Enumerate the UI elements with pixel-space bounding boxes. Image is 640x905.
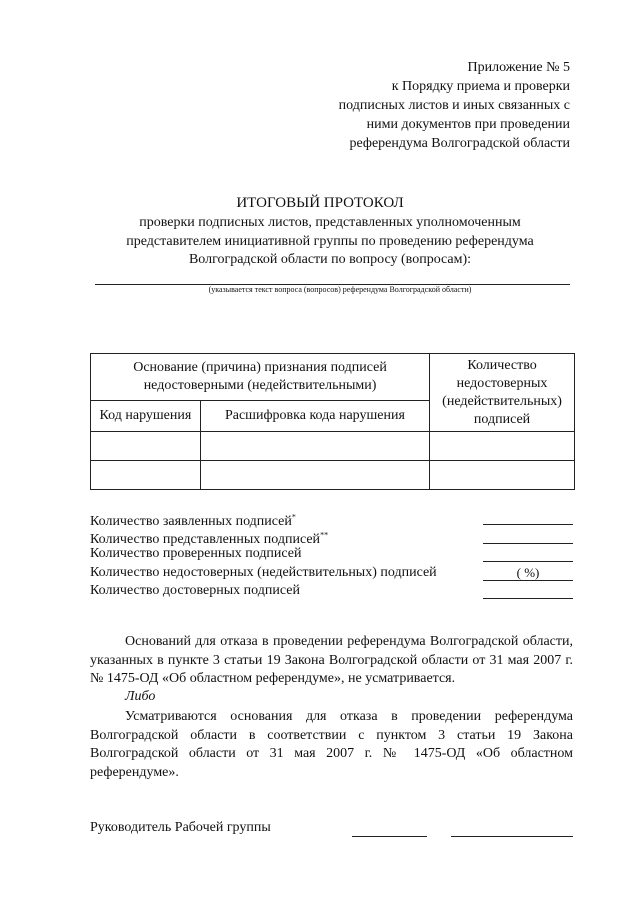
appendix-note [270, 58, 570, 153]
table-cell[interactable] [200, 461, 429, 490]
appendix-line: к Порядку приема и проверки [391, 79, 570, 94]
count-row-submitted [90, 527, 575, 546]
count-label: Количество недостоверных (недействительных) подписей [90, 564, 437, 580]
footnote-mark: * [291, 512, 296, 521]
name-line[interactable] [451, 836, 573, 837]
violations-table [90, 353, 575, 490]
signature-line[interactable] [352, 836, 427, 837]
table-cell[interactable] [200, 432, 429, 461]
count-row-checked [90, 545, 575, 564]
count-label: Количество представленных подписей** [90, 530, 329, 548]
signature-label: Руководитель Рабочей группы [90, 820, 271, 835]
reason-group-header: Основание (причина) признания подписей недостоверными (недействительными) [91, 354, 430, 401]
count-row-invalid [90, 564, 575, 583]
table-row [91, 432, 575, 461]
count-label: Количество проверенных подписей [90, 546, 302, 561]
appendix-line: Приложение № 5 [467, 60, 570, 75]
table-cell[interactable] [91, 461, 201, 490]
alternative-word: Либо [125, 689, 156, 704]
invalid-count-header: Количество недостоверных (недействительных) подписей [430, 354, 575, 432]
document-title: ИТОГОВЫЙ ПРОТОКОЛ [236, 195, 404, 211]
count-label: Количество заявленных подписей* [90, 512, 296, 529]
signature-counts [90, 508, 575, 601]
footnote-mark: ** [320, 530, 329, 540]
table-cell[interactable] [91, 432, 201, 461]
appendix-line: ними документов при проведении [366, 117, 570, 132]
violation-decode-header: Расшифровка кода нарушения [200, 401, 429, 432]
appendix-line: подписных листов и иных связанных с [338, 98, 570, 113]
violation-code-header: Код нарушения [91, 401, 201, 432]
no-grounds-paragraph: Оснований для отказа в проведении референдума Волгоградской области, указанных в пункте 3 статьи 19 Закона Волгоградской области от 31 мая 2007 г. № 1475-ОД «Об областном референдуме», не усматривается. [90, 634, 573, 686]
document-subtitle: проверки подписных листов, представленных уполномоченным представителем инициативной группы по проведению референдума Волгоградской области по вопросу (вопросам): [126, 215, 534, 267]
count-blank[interactable] [483, 582, 573, 599]
count-row-declared [90, 508, 575, 527]
count-row-valid [90, 582, 575, 601]
count-blank[interactable] [483, 508, 573, 525]
grounds-paragraph: Усматриваются основания для отказа в проведении референдума Волгоградской области в соответствии с пунктом 3 статьи 19 Закона Волгоградской области от 31 мая 2007 г. № 1475-ОД «Об областном референдуме». [90, 709, 573, 780]
count-label: Количество достоверных подписей [90, 583, 300, 598]
table-row [91, 461, 575, 490]
table-cell[interactable] [430, 461, 575, 490]
count-blank[interactable] [483, 545, 573, 562]
table-cell[interactable] [430, 432, 575, 461]
question-caption: (указывается текст вопроса (вопросов) референдума Волгоградской области) [208, 285, 472, 294]
count-blank[interactable] [483, 527, 573, 544]
count-blank-percent[interactable]: ( %) [483, 564, 573, 581]
appendix-line: референдума Волгоградской области [349, 136, 570, 151]
